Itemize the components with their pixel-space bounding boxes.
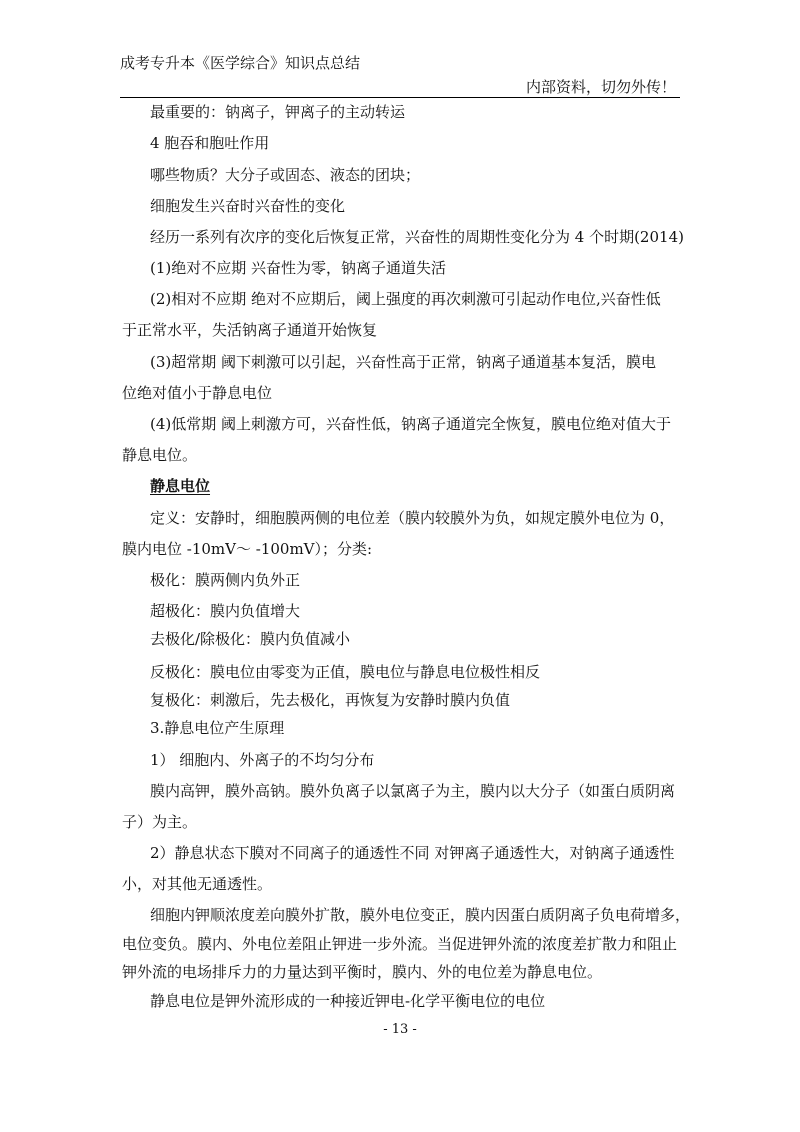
body-line: 1） 细胞内、外离子的不均匀分布 <box>150 751 375 769</box>
body-line: 极化：膜两侧内负外正 <box>150 571 301 589</box>
body-line: 膜内高钾，膜外高钠。膜外负离子以氯离子为主，膜内以大分子（如蛋白质阴离 <box>150 782 676 800</box>
body-line: 超极化：膜内负值增大 <box>150 602 301 620</box>
body-line: 定义：安静时，细胞膜两侧的电位差（膜内较膜外为负，如规定膜外电位为 0， <box>150 509 675 527</box>
page-header-title: 成考专升本《医学综合》知识点总结 <box>120 54 361 72</box>
body-line: 子）为主。 <box>122 813 198 831</box>
body-line: 钾外流的电场排斥力的力量达到平衡时，膜内、外的电位差为静息电位。 <box>122 963 603 981</box>
body-line: 经历一系列有次序的变化后恢复正常，兴奋性的周期性变化分为 4 个时期(2014) <box>150 228 684 246</box>
body-line: 去极化/除极化：膜内负值减小 <box>150 630 351 648</box>
section-heading: 静息电位 <box>150 477 211 495</box>
body-line: (1)绝对不应期 兴奋性为零，钠离子通道失活 <box>150 259 447 277</box>
page-header-notice: 内部资料，切勿外传！ <box>525 78 676 96</box>
body-line: 膜内电位 -10mV～ -100mV）；分类: <box>122 540 373 558</box>
body-line: 细胞发生兴奋时兴奋性的变化 <box>150 197 346 215</box>
body-line: 反极化：膜电位由零变为正值，膜电位与静息电位极性相反 <box>150 663 541 681</box>
body-line: (3)超常期 阈下刺激可以引起，兴奋性高于正常，钠离子通道基本复活，膜电 <box>150 353 657 371</box>
body-line: 最重要的：钠离子，钾离子的主动转运 <box>150 103 406 121</box>
body-line: (2)相对不应期 绝对不应期后，阈上强度的再次刺激可引起动作电位,兴奋性低 <box>150 290 661 308</box>
body-line: 电位变负。膜内、外电位差阻止钾进一步外流。当促进钾外流的浓度差扩散力和阻止 <box>122 935 678 953</box>
header-rule <box>120 97 680 98</box>
body-line: 3.静息电位产生原理 <box>150 719 285 737</box>
body-line: 复极化：刺激后，先去极化，再恢复为安静时膜内负值 <box>150 691 511 709</box>
body-line: 2）静息状态下膜对不同离子的通透性不同 对钾离子通透性大，对钠离子通透性 <box>150 844 675 862</box>
body-line: 静息电位。 <box>122 446 198 464</box>
body-line: 小，对其他无通透性。 <box>122 875 273 893</box>
body-line: 于正常水平，失活钠离子通道开始恢复 <box>122 321 378 339</box>
body-line: 静息电位是钾外流形成的一种接近钾电-化学平衡电位的电位 <box>150 992 546 1010</box>
body-line: 哪些物质？大分子或固态、液态的团块； <box>150 166 421 184</box>
page-number: - 13 - <box>383 1022 417 1037</box>
body-line: 位绝对值小于静息电位 <box>122 384 273 402</box>
body-line: 4 胞吞和胞吐作用 <box>150 134 270 152</box>
body-line: 细胞内钾顺浓度差向膜外扩散，膜外电位变正，膜内因蛋白质阴离子负电荷增多， <box>150 906 691 924</box>
body-line: (4)低常期 阈上刺激方可，兴奋性低，钠离子通道完全恢复，膜电位绝对值大于 <box>150 415 672 433</box>
